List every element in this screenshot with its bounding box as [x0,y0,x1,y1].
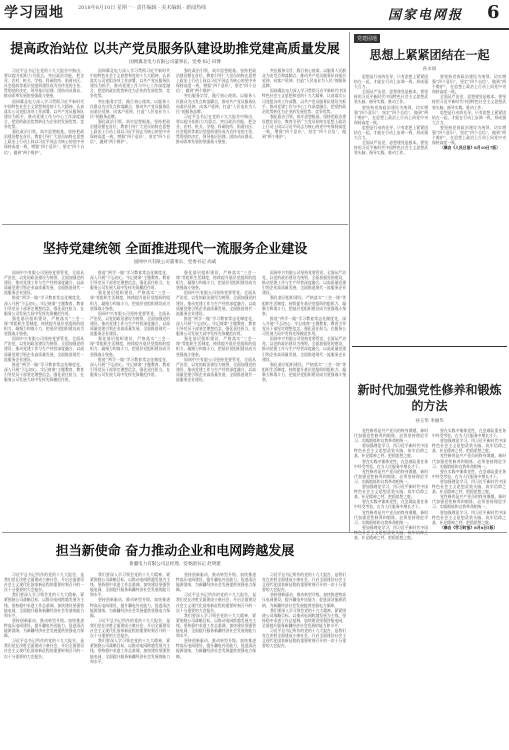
paragraph: 要坚持党的政治建设为统领，切实增强“四个意识”，坚定“四个自信”，做到“两个维护”，在思想上政治上行动上同党中央保持高度一致。 [354,104,428,125]
paragraph: 推进“两学一做”学习教育常态化制度化，深入开展“不忘初心、牢记使命”主题教育，教育引导党员干部坚定理想信念，强化责任担当，在服务公司发展大局中发挥先锋模范作用。 [4,295,84,316]
paragraph: 国网中兴有限公司坚持党要管党、全面从严治党，以党的政治建设为统领，全面加强党的建设，推动党建工作与生产经营深度融合，以高质量党建引领企业高质量发展，全面推进现代一流服务企业建设。 [262,336,346,362]
column-divider [349,32,350,532]
paragraph: 习近平总书记在党的十九大报告中指出，要以提升组织力为重点，突出政治功能，把企业、农村、机关、学校、科研院所、街道社区、社会组织等基层党组织建设成为宣传党的主张、贯彻党的决定、领导基层治理、团结动员群众、推动改革发展的坚强战斗堡垒。 [176,113,256,145]
paragraph: 党性修养是共产党员的终身课题。新时代加强党性修养和锻炼，必须坚持理论学习、实践锻炼和自我革命相统一。 [432,494,506,510]
paragraph: 党性修养是共产党员的终身课题。新时代加强党性修养和锻炼，必须坚持理论学习、实践锻炼和自我革命相统一。 [354,509,428,525]
paragraph: 强化基层组织建设，严格落实“三会一课”等组织生活制度，持续提升基层党组织的组织力、凝聚力和战斗力，把基层党组织建设成为坚强战斗堡垒。 [262,295,346,316]
sidebar-article-author: 孙永斌 [422,67,437,72]
paragraph: 强化基层组织建设，严格落实“三会一课”等组织生活制度，持续提升基层党组织的组织力、凝聚力和战斗力，把基层党组织建设成为坚强战斗堡垒。 [4,315,84,337]
paragraph: 要加强理论学习，用习近平新时代中国特色社会主义思想武装头脑，筑牢信仰之基、补足精神之钙、把稳思想之舵。 [354,524,428,540]
section-name: 学习园地 [4,5,64,21]
paragraph: 推进“两学一做”学习教育常态化制度化，深入开展“不忘初心、牢记使命”主题教育，教育引导党员干部坚定理想信念，强化责任担当，在服务公司发展大局中发挥先锋模范作用。 [90,356,170,377]
paragraph: 习近平总书记所作的党的十九大报告，是我们党在决胜全面建成小康社会、开启全面建设社会主义现代化国家新征程的重要时刻召开的一次十分重要的大会报告。 [262,572,346,593]
sidebar-column [432,428,506,746]
article-byline: 国网中兴有限公司董事长、党委书记 高威 [133,260,217,265]
paragraph: 推进“两学一做”学习教育常态化制度化，深入开展“不忘初心、牢记使命”主题教育，教育引导党员干部坚定理想信念，强化责任担当，在服务公司发展大局中发挥先锋模范作用。 [4,361,84,382]
paragraph: 国网冀北电力深入学习贯彻习近平新时代中国特色社会主义思想和党的十九大精神，认真落实公司党组各项工作部署，以共产党员服务队建设为抓手，推动党建工作与中心工作深度融合，把党的政治优势转化为企业的发展优势、竞争优势。 [90,68,170,99]
paragraph: 推进“两学一做”学习教育常态化制度化，深入开展“不忘初心、牢记使命”主题教育，教育引导党员干部坚定理想信念，强化责任担当，在服务公司发展大局中发挥先锋模范作用。 [90,270,170,291]
article-headline: 坚持党建统领 全面推进现代一流服务企业建设 [42,242,308,257]
article-headline: 担当新使命 奋力推动企业和电网跨越发展 [55,544,295,559]
article-column [176,68,256,220]
source-note: （摘自《学习时报》8月6日5版） [440,524,498,530]
paragraph: 我们要深入学习领会党的十九大精神，紧紧围绕公司战略目标，以推动电网跨越发展为主线，坚持稳中求进工作总基调，加快建设坚强智能电网，全面提升服务新疆经济社会发展的能力和水平。 [176,612,256,639]
sidebar-article-title: 思想上紧紧团结在一起 [369,48,490,62]
paragraph: 习近平总书记所作的党的十九大报告，是我们党在决胜全面建成小康社会、开启全面建设社会主义现代化国家新征程的重要时刻召开的一次十分重要的大会报告。 [4,638,84,659]
page-number: 6 [487,2,500,23]
article-column [262,572,346,746]
paragraph: 要加强理论学习，用习近平新时代中国特色社会主义思想武装头脑，筑牢信仰之基、补足精神之钙、把稳思想之舵。 [354,443,428,459]
paragraph: 国网中兴有限公司坚持党要管党、全面从严治党，以党的政治建设为统领，全面加强党的建设，推动党建工作与生产经营深度融合，以高质量党建引领企业高质量发展，全面推进现代一流服务企业建设。 [4,270,84,296]
paragraph: 推进“两学一做”学习教育常态化制度化，深入开展“不忘初心、牢记使命”主题教育，教育引导党员干部坚定理想信念，强化责任担当，在服务公司发展大局中发挥先锋模范作用。 [176,315,256,337]
article-column [262,270,346,528]
paragraph: 要加强理论学习，用习近平新时代中国特色社会主义思想武装头脑，筑牢信仰之基、补足精神之钙、把稳思想之舵。 [432,509,506,525]
sidebar-article-author: 孙玉华 李丽华 [415,419,444,424]
sidebar-tag: 党建园地 [354,34,380,43]
article-divider [2,224,348,225]
paragraph: 坚持创新驱动，推动转型升级。加快推进特高压电网建设，提升疆电外送能力，促进清洁能源消纳，为新疆经济社会发展提供坚强电力保障。 [176,572,256,593]
article-column [90,68,170,220]
paragraph: 国网中兴有限公司坚持党要管党、全面从严治党，以党的政治建设为统领，全面加强党的建设，推动党建工作与生产经营深度融合，以高质量党建引领企业高质量发展，全面推进现代一流服务企业建设。 [176,356,256,382]
paragraph: 突出服务宗旨，践行初心使命。以服务人民群众为出发点和落脚点，推动共产党员服务队向基层延伸、向客户延伸，打造“人民电业为人民”的服务品牌。 [90,98,170,119]
paragraph: 坚持创新驱动，推动转型升级。加快推进特高压电网建设，提升疆电外送能力，促进清洁能源消纳，为新疆经济社会发展提供坚强电力保障。 [176,638,256,659]
article-column [90,270,170,528]
paragraph: 推进“两学一做”学习教育常态化制度化，深入开展“不忘初心、牢记使命”主题教育，教育引导党员干部坚定理想信念，强化责任担当，在服务公司发展大局中发挥先锋模范作用。 [262,315,346,337]
paragraph: 国网中兴有限公司坚持党要管党、全面从严治党，以党的政治建设为统领，全面加强党的建设，推动党建工作与生产经营深度融合，以高质量党建引领企业高质量发展，全面推进现代一流服务企业建设。 [262,270,346,296]
paragraph: 国网中兴有限公司坚持党要管党、全面从严治党，以党的政治建设为统领，全面加强党的建设，推动党建工作与生产经营深度融合，以高质量党建引领企业高质量发展，全面推进现代一流服务企业建设。 [4,336,84,362]
paragraph: 我们要深入学习领会党的十九大精神，紧紧围绕公司战略目标，以推动电网跨越发展为主线，坚持稳中求进工作总基调，加快建设坚强智能电网，全面提升服务新疆经济社会发展的能力和水平。 [90,572,170,598]
paragraph: 习近平总书记所作的党的十九大报告，是我们党在决胜全面建成小康社会、开启全面建设社会主义现代化国家新征程的重要时刻召开的一次十分重要的大会报告。 [262,628,346,649]
paragraph: 要坚持党的政治建设为统领，切实增强“四个意识”，坚定“四个自信”，做到“两个维护”，在思想上政治上行动上同党中央保持高度一致。 [432,124,506,146]
source-note: （摘自《人民日报》8月10日7版） [440,145,500,151]
article-column [262,68,346,220]
paragraph: 全面从严治党，思想建党是根本。要坚持用习近平新时代中国特色社会主义思想武装头脑、指导实践、推动工作。 [354,89,428,105]
paragraph: 思想是行动的先导。只有思想上紧紧团结在一起，才能在行动上步调一致，形成强大合力。 [432,109,506,125]
paragraph: 思想是行动的先导。只有思想上紧紧团结在一起，才能在行动上步调一致，形成强大合力。 [354,124,428,141]
paragraph: 突出服务宗旨，践行初心使命。以服务人民群众为出发点和落脚点，推动共产党员服务队向基层延伸、向客户延伸，打造“人民电业为人民”的服务品牌。 [262,68,346,89]
paragraph: 强化政治引领，筑牢思想根基。坚持把政治建设摆在首位，教育引导广大党员始终在思想上政治上行动上同以习近平同志为核心的党中央保持高度一致，增强“四个意识”，坚定“四个自信”，做到“两个维护”。 [176,68,256,94]
paragraph: 强化政治引领，筑牢思想根基。坚持把政治建设摆在首位，教育引导广大党员始终在思想上政治上行动上同以习近平同志为核心的党中央保持高度一致，增强“四个意识”，坚定“四个自信”，做到“两个维护”。 [262,113,346,140]
paragraph: 党性修养是共产党员的终身课题。新时代加强党性修养和锻炼，必须坚持理论学习、实践锻炼和自我革命相统一。 [354,428,428,444]
paragraph: 我们要深入学习领会党的十九大精神，紧紧围绕公司战略目标，以推动电网跨越发展为主线，坚持稳中求进工作总基调，加快建设坚强智能电网，全面提升服务新疆经济社会发展的能力和水平。 [262,607,346,628]
paragraph: 强化基层组织建设，严格落实“三会一课”等组织生活制度，持续提升基层党组织的组织力、凝聚力和战斗力，把基层党组织建设成为坚强战斗堡垒。 [90,290,170,311]
paragraph: 要加强理论学习，用习近平新时代中国特色社会主义思想武装头脑，筑牢信仰之基、补足精神之钙、把稳思想之舵。 [432,438,506,454]
paragraph: 党性修养是共产党员的终身课题。新时代加强党性修养和锻炼，必须坚持理论学习、实践锻炼和自我革命相统一。 [432,453,506,469]
paragraph: 要在实践中锤炼党性，在急难险重任务中经受考验，在为人民服务中增长才干。 [432,468,506,479]
paragraph: 坚持创新驱动，推动转型升级。加快推进特高压电网建设，提升疆电外送能力，促进清洁能源消纳，为新疆经济社会发展提供坚强电力保障。 [262,592,346,608]
issue-meta: 2018年8月10日 星期一 · 责任编辑 · 美术编辑 · 新闻热线 [78,5,207,11]
article-column [176,270,256,528]
paragraph: 强化基层组织建设，严格落实“三会一课”等组织生活制度，持续提升基层党组织的组织力、凝聚力和战斗力，把基层党组织建设成为坚强战斗堡垒。 [176,270,256,291]
newspaper-name: 国家电网报 [388,8,464,23]
sidebar-column [432,74,506,342]
masthead [0,0,509,30]
article-headline: 提高政治站位 以共产党员服务队建设助推党建高质量发展 [10,42,340,57]
paragraph: 我们要深入学习领会党的十九大精神，紧紧围绕公司战略目标，以推动电网跨越发展为主线，坚持稳中求进工作总基调，加快建设坚强智能电网，全面提升服务新疆经济社会发展的能力和水平。 [90,638,170,664]
paragraph: 突出服务宗旨，践行初心使命。以服务人民群众为出发点和落脚点，推动共产党员服务队向基层延伸、向客户延伸，打造“人民电业为人民”的服务品牌。 [176,93,256,114]
sidebar-divider [352,346,507,347]
paragraph: 强化政治引领，筑牢思想根基。坚持把政治建设摆在首位，教育引导广大党员始终在思想上政治上行动上同以习近平同志为核心的党中央保持高度一致，增强“四个意识”，坚定“四个自信”，做到“两个维护”。 [4,129,84,155]
paragraph: 要在实践中锤炼党性，在急难险重任务中经受考验，在为人民服务中增长才干。 [354,499,428,510]
paragraph: 要在实践中锤炼党性，在急难险重任务中经受考验，在为人民服务中增长才干。 [354,458,428,469]
sidebar-article-title: 新时代加强党性修养和锻炼的方法 [357,383,502,413]
paragraph: 强化政治引领，筑牢思想根基。坚持把政治建设摆在首位，教育引导广大党员始终在思想上政治上行动上同以习近平同志为核心的党中央保持高度一致，增强“四个意识”，坚定“四个自信”，做到“两个维护”。 [90,118,170,145]
sidebar-column [354,74,428,342]
paragraph: 习近平总书记所作的党的十九大报告，是我们党在决胜全面建成小康社会、开启全面建设社会主义现代化国家新征程的重要时刻召开的一次十分重要的大会报告。 [176,592,256,613]
paragraph: 习近平总书记所作的党的十九大报告，是我们党在决胜全面建成小康社会、开启全面建设社会主义现代化国家新征程的重要时刻召开的一次十分重要的大会报告。 [90,617,170,639]
paragraph: 要加强理论学习，用习近平新时代中国特色社会主义思想武装头脑，筑牢信仰之基、补足精神之钙、把稳思想之舵。 [432,478,506,495]
paragraph: 党性修养是共产党员的终身课题。新时代加强党性修养和锻炼，必须坚持理论学习、实践锻炼和自我革命相统一。 [354,468,428,484]
article-column [90,572,170,746]
paragraph: 全面从严治党，思想建党是根本。要坚持用习近平新时代中国特色社会主义思想武装头脑、指导实践、推动工作。 [432,94,506,110]
article-byline: 新疆电力有限公司总经理、党委副书记 赵明建 [129,562,221,567]
article-column [4,270,84,528]
paragraph: 强化基层组织建设，严格落实“三会一课”等组织生活制度，持续提升基层党组织的组织力、凝聚力和战斗力，把基层党组织建设成为坚强战斗堡垒。 [262,361,346,382]
paragraph: 全面从严治党，思想建党是根本。要坚持用习近平新时代中国特色社会主义思想武装头脑、指导实践、推动工作。 [354,140,428,156]
paragraph: 习近平总书记所作的党的十九大报告，是我们党在决胜全面建成小康社会、开启全面建设社会主义现代化国家新征程的重要时刻召开的一次十分重要的大会报告。 [4,572,84,593]
article-column [4,572,84,746]
paragraph: 要加强理论学习，用习近平新时代中国特色社会主义思想武装头脑，筑牢信仰之基、补足精神之钙、把稳思想之舵。 [354,484,428,500]
paragraph: 思想是行动的先导。只有思想上紧紧团结在一起，才能在行动上步调一致，形成强大合力。 [354,74,428,90]
paragraph: 习近平总书记在党的十九大报告中指出，要以提升组织力为重点，突出政治功能，把企业、农村、机关、学校、科研院所、街道社区、社会组织等基层党组织建设成为宣传党的主张、贯彻党的决定、领导基层治理、团结动员群众、推动改革发展的坚强战斗堡垒。 [4,68,84,99]
paragraph: 国网中兴有限公司坚持党要管党、全面从严治党，以党的政治建设为统领，全面加强党的建设，推动党建工作与生产经营深度融合，以高质量党建引领企业高质量发展，全面推进现代一流服务企业建设。 [176,290,256,316]
paragraph: 强化基层组织建设，严格落实“三会一课”等组织生活制度，持续提升基层党组织的组织力、凝聚力和战斗力，把基层党组织建设成为坚强战斗堡垒。 [90,336,170,357]
article-column [176,572,256,746]
paragraph: 强化基层组织建设，严格落实“三会一课”等组织生活制度，持续提升基层党组织的组织力、凝聚力和战斗力，把基层党组织建设成为坚强战斗堡垒。 [176,336,256,357]
paragraph: 国网冀北电力深入学习贯彻习近平新时代中国特色社会主义思想和党的十九大精神，认真落实公司党组各项工作部署，以共产党员服务队建设为抓手，推动党建工作与中心工作深度融合，把党的政治优势转化为企业的发展优势、竞争优势。 [4,98,84,130]
paragraph: 坚持创新驱动，推动转型升级。加快推进特高压电网建设，提升疆电外送能力，促进清洁能源消纳，为新疆经济社会发展提供坚强电力保障。 [4,617,84,639]
sidebar-column [354,428,428,746]
paragraph: 国网中兴有限公司坚持党要管党、全面从严治党，以党的政治建设为统领，全面加强党的建设，推动党建工作与生产经营深度融合，以高质量党建引领企业高质量发展，全面推进现代一流服务企业建设。 [90,310,170,337]
paragraph: 我们要深入学习领会党的十九大精神，紧紧围绕公司战略目标，以推动电网跨越发展为主线，坚持稳中求进工作总基调，加快建设坚强智能电网，全面提升服务新疆经济社会发展的能力和水平。 [4,592,84,618]
paragraph: 要坚持党的政治建设为统领，切实增强“四个意识”，坚定“四个自信”，做到“两个维护”，在思想上政治上行动上同党中央保持高度一致。 [432,74,506,95]
article-byline: 国网冀北电力有限公司董事长、党委书记 田博 [129,60,221,65]
paragraph: 坚持创新驱动，推动转型升级。加快推进特高压电网建设，提升疆电外送能力，促进清洁能源消纳，为新疆经济社会发展提供坚强电力保障。 [90,597,170,618]
paragraph: 要在实践中锤炼党性，在急难险重任务中经受考验，在为人民服务中增长才干。 [432,428,506,439]
paragraph: 国网冀北电力深入学习贯彻习近平新时代中国特色社会主义思想和党的十九大精神，认真落实公司党组各项工作部署，以共产党员服务队建设为抓手，推动党建工作与中心工作深度融合，把党的政治优势转化为企业的发展优势、竞争优势。 [262,88,346,114]
article-column [4,68,84,220]
